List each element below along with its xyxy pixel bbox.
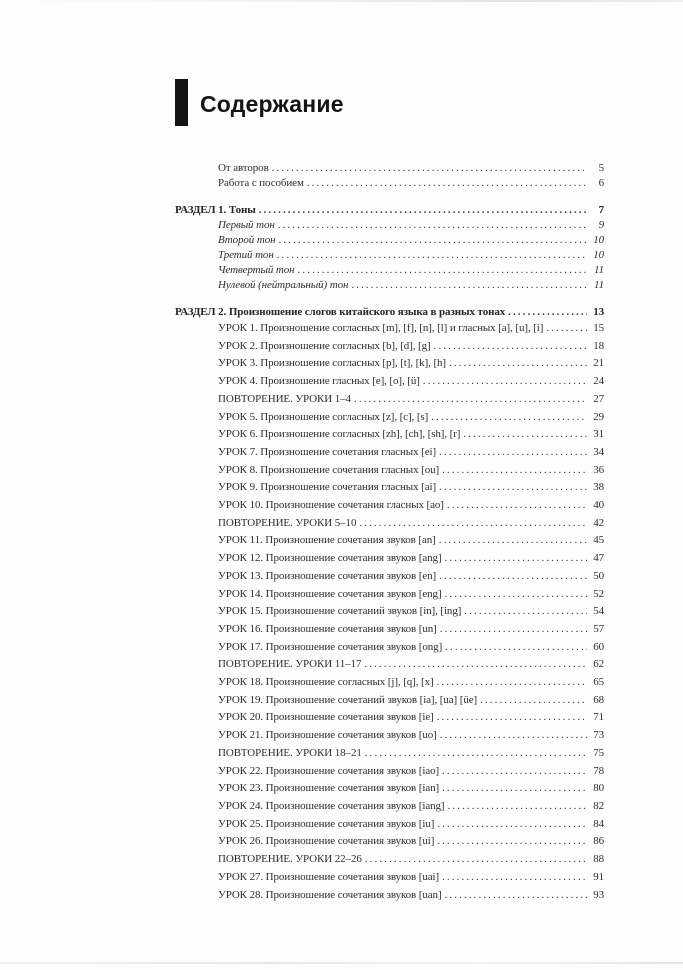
toc-entry-page: 18 [593,339,604,352]
toc-entry-label: УРОК 12. Произношение сочетания звуков [ang] [218,552,442,565]
toc-entry [175,656,604,674]
toc-entry-page: 65 [593,676,604,689]
toc-entry [175,515,604,533]
dot-leader [445,586,587,604]
toc-entry-page: 54 [593,605,604,618]
dot-leader [365,745,587,763]
dot-leader [434,338,587,356]
dot-leader [546,320,587,338]
dot-leader [278,218,587,233]
toc-entry-label: УРОК 7. Произношение сочетания гласных [ei] [218,445,437,458]
toc-entry-page: 10 [593,234,604,246]
dot-leader [365,851,587,869]
toc-entry-page: 88 [593,853,604,866]
toc-entry-label: УРОК 21. Произношение сочетания звуков [uo] [218,729,437,742]
toc-entry [175,727,604,745]
dot-leader [447,798,587,816]
toc-entry [175,887,604,905]
toc-entry-label: ПОВТОРЕНИЕ. УРОКИ 22–26 [218,853,362,866]
toc-entry [175,833,604,851]
toc-entry-page: 7 [598,204,604,216]
toc-entry-label: УРОК 13. Произношение сочетания звуков [en] [218,569,437,582]
dot-leader [298,263,587,278]
toc-entry-page: 34 [593,445,604,458]
dot-leader [259,203,587,218]
dot-leader [431,409,587,427]
toc-entry-label: УРОК 11. Произношение сочетания звуков [an] [218,534,436,547]
toc-entry [175,851,604,869]
toc-entry [175,621,604,639]
toc-entry-label: Третий тон [218,249,274,261]
toc-entry-page: 78 [593,764,604,777]
dot-leader [439,479,587,497]
dot-leader [437,674,587,692]
toc-entry [175,444,604,462]
toc-entry-page: 50 [593,569,604,582]
dot-leader [445,639,587,657]
toc-entry-label: УРОК 14. Произношение сочетания звуков [eng] [218,587,442,600]
dot-leader [480,692,587,710]
toc-entry-label: УРОК 24. Произношение сочетания звуков [iang] [218,799,445,812]
toc-entry [175,532,604,550]
toc-entry-label: УРОК 22. Произношение сочетания звуков [iao] [218,764,440,777]
dot-leader [447,497,587,515]
toc-entry [175,278,604,293]
toc-entry-label: УРОК 9. Произношение сочетания гласных [ai] [218,481,437,494]
toc-entry [175,639,604,657]
toc-entry-page: 40 [593,499,604,512]
dot-leader [440,727,587,745]
toc-entry-page: 36 [593,463,604,476]
toc-entry [175,568,604,586]
toc-entry [175,745,604,763]
page-title: Содержание [200,91,344,117]
toc-entry-page: 11 [594,264,604,276]
dot-leader [439,532,587,550]
toc-entry-page: 52 [593,587,604,600]
toc-entry [175,218,604,233]
toc-entry-label: Нулевой (нейтральный) тон [218,279,349,291]
dot-leader [351,278,587,293]
toc-entry-page: 73 [593,729,604,742]
toc-entry [175,550,604,568]
toc-entry-page: 71 [593,711,604,724]
toc-entry-label: ПОВТОРЕНИЕ. УРОКИ 18–21 [218,746,362,759]
dot-leader [437,816,587,834]
toc-entry-label: УРОК 5. Произношение согласных [z], [c], [s] [218,410,429,423]
toc-entry-label: УРОК 1. Произношение согласных [m], [f], [n], [l] и гласных [a], [u], [i] [218,322,544,334]
toc-entry [175,798,604,816]
toc-entry-label: УРОК 10. Произношение сочетания гласных [ao] [218,499,444,512]
toc-entry-page: 80 [593,782,604,795]
dot-leader [437,833,587,851]
toc-entry-page: 47 [593,552,604,565]
toc-entry-label: УРОК 16. Произношение сочетания звуков [un] [218,622,437,635]
page-header [175,79,344,126]
dot-leader [442,780,587,798]
toc-entry [175,692,604,710]
dot-leader [354,391,587,409]
toc-entry-page: 62 [593,658,604,671]
toc-entry-label: УРОК 28. Произношение сочетания звуков [uan] [218,888,442,901]
toc-entry-page: 15 [593,322,604,334]
toc-entry-label: УРОК 19. Произношение сочетаний звуков [ia], [ua] [üe] [218,693,478,706]
toc-entry-page: 45 [593,534,604,547]
toc-entry-label: Работа с пособием [218,177,304,189]
toc-entry-label: УРОК 20. Произношение сочетания звуков [ie] [218,711,434,724]
toc-entry [175,391,604,409]
toc-entry-page: 24 [593,375,604,388]
toc-entry-label: Первый тон [218,219,275,231]
toc-entry-page: 91 [593,870,604,883]
toc-entry-label: УРОК 4. Произношение гласных [e], [o], [ü] [218,375,420,388]
toc-entry [175,409,604,427]
toc-entry [175,161,604,176]
dot-leader [449,355,587,373]
toc-entry [175,497,604,515]
toc-entry [175,426,604,444]
toc-entry-label: УРОК 6. Произношение согласных [zh], [ch], [sh], [r] [218,428,461,441]
toc-entry-page: 93 [593,888,604,901]
toc-entry-label: УРОК 18. Произношение согласных [j], [q], [x] [218,676,434,689]
dot-leader [437,709,587,727]
toc-entry [175,763,604,781]
toc-entry-page: 57 [593,622,604,635]
toc-entry-label: УРОК 23. Произношение сочетания звуков [ian] [218,782,440,795]
toc-entry [175,305,604,320]
toc-entry [175,373,604,391]
toc-entry [175,869,604,887]
dot-leader [508,305,587,320]
toc-entry-page: 10 [593,249,604,261]
dot-leader [445,550,587,568]
dot-leader [442,763,587,781]
toc-entry-label: УРОК 8. Произношение сочетания гласных [ou] [218,463,440,476]
toc-entry-label: РАЗДЕЛ 1. Тоны [175,204,256,216]
dot-leader [439,568,587,586]
toc-entry [175,479,604,497]
toc-entry-page: 5 [598,162,604,174]
toc-entry-label: Второй тон [218,234,276,246]
toc-entry-page: 60 [593,640,604,653]
toc-entry-page: 27 [593,392,604,405]
toc-list [175,161,604,904]
toc-entry-label: УРОК 3. Произношение согласных [p], [t], [k], [h] [218,357,446,370]
toc-entry-label: УРОК 25. Произношение сочетания звуков [iu] [218,817,435,830]
toc-entry-label: УРОК 17. Произношение сочетания звуков [ong] [218,640,443,653]
dot-leader [463,426,587,444]
scan-edge-top [0,0,683,2]
toc-entry [175,674,604,692]
toc-entry [175,338,604,356]
toc-entry-page: 84 [593,817,604,830]
toc-entry-label: УРОК 27. Произношение сочетания звуков [uai] [218,870,440,883]
toc-entry-page: 6 [598,177,604,189]
toc-entry [175,263,604,278]
dot-leader [364,656,587,674]
toc-entry-label: УРОК 2. Произношение согласных [b], [d], [g] [218,339,431,352]
dot-leader [272,161,587,176]
toc-entry-page: 21 [593,357,604,370]
dot-leader [439,444,587,462]
dot-leader [307,176,587,191]
toc-entry-page: 29 [593,410,604,423]
toc-entry-page: 31 [593,428,604,441]
toc-entry [175,248,604,263]
dot-leader [423,373,587,391]
toc-entry-label: УРОК 15. Произношение сочетаний звуков [in], [ing] [218,605,462,618]
toc-entry [175,233,604,248]
dot-leader [277,248,587,263]
dot-leader [445,887,587,905]
toc-entry-page: 42 [593,516,604,529]
toc-entry-page: 82 [593,799,604,812]
toc-entry-label: УРОК 26. Произношение сочетания звуков [ui] [218,835,435,848]
scan-edge-bottom [0,962,683,964]
toc-entry-page: 68 [593,693,604,706]
dot-leader [440,621,587,639]
toc-entry-label: ПОВТОРЕНИЕ. УРОКИ 11–17 [218,658,362,671]
toc-entry [175,816,604,834]
toc-entry [175,355,604,373]
toc-entry [175,462,604,480]
toc-entry [175,320,604,338]
toc-entry [175,709,604,727]
toc-entry [175,176,604,191]
toc-entry-page: 86 [593,835,604,848]
toc-entry-label: Четвертый тон [218,264,295,276]
toc-entry-label: РАЗДЕЛ 2. Произношение слогов китайского языка в разных тонах [175,306,506,318]
toc-entry [175,203,604,218]
dot-leader [359,515,587,533]
dot-leader [278,233,587,248]
toc-entry-page: 38 [593,481,604,494]
toc-entry-label: ПОВТОРЕНИЕ. УРОКИ 5–10 [218,516,357,529]
toc-entry [175,586,604,604]
toc-entry [175,780,604,798]
dot-leader [442,462,587,480]
dot-leader [464,603,587,621]
toc-entry-page: 13 [593,306,604,318]
toc-entry-page: 9 [598,219,604,231]
toc-entry-label: От авторов [218,162,269,174]
toc-entry-page: 75 [593,746,604,759]
title-accent-bar [175,79,188,126]
toc-entry [175,603,604,621]
toc-entry-label: ПОВТОРЕНИЕ. УРОКИ 1–4 [218,392,351,405]
toc-entry-page: 11 [594,279,604,291]
dot-leader [442,869,587,887]
